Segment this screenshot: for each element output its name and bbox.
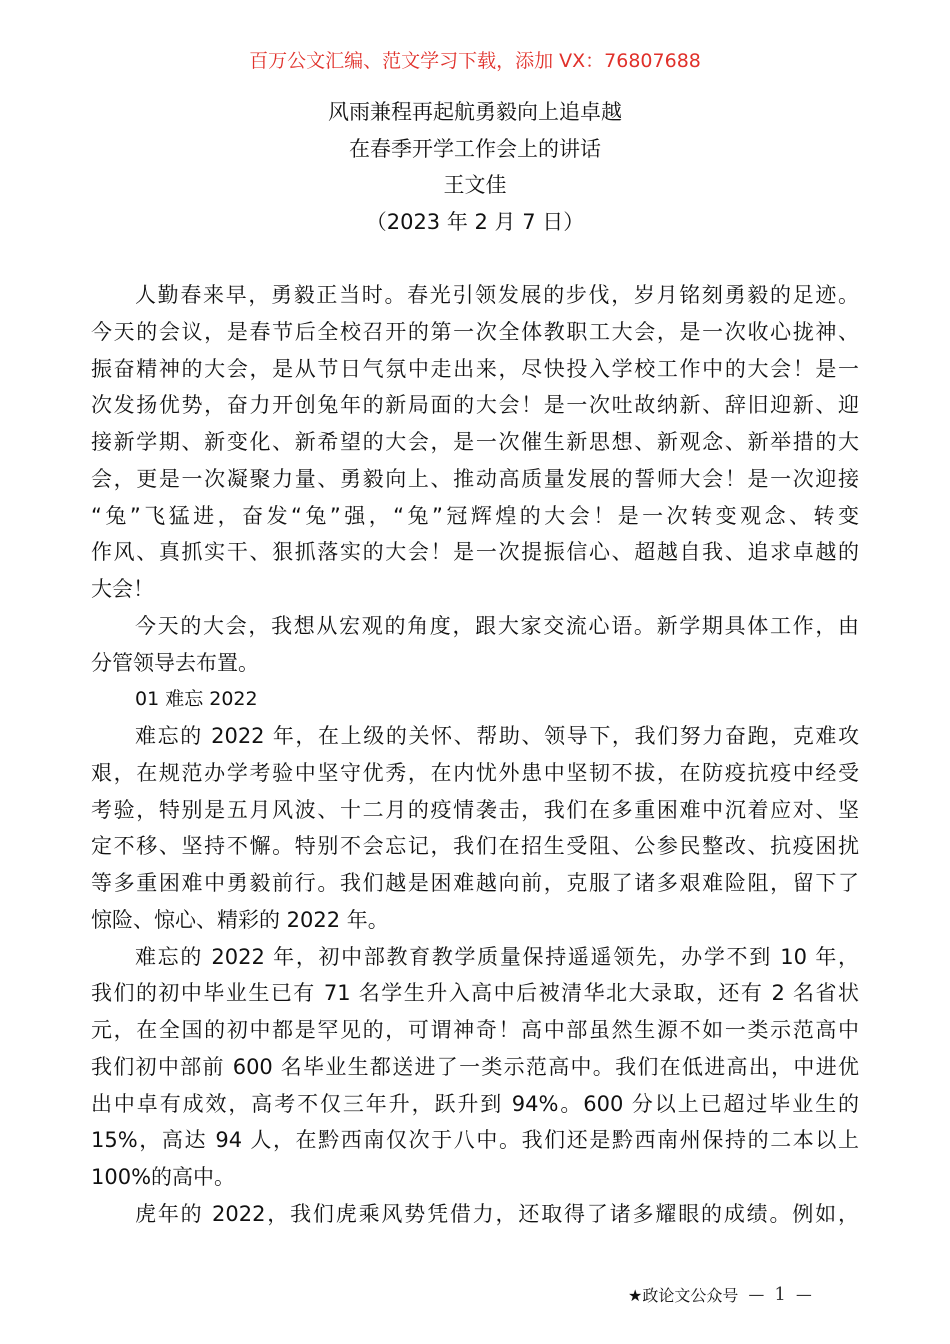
text-line: 振奋精神的大会，是从节日气氛中走出来，尽快投入学校工作中的大会！是一 [91, 356, 859, 381]
document-author: 王文佳 [443, 173, 507, 198]
footer-dash-left: — [748, 1285, 765, 1304]
footer-dash-right: — [795, 1285, 812, 1304]
text-line: “兔”飞猛进，奋发“兔”强，“兔”冠辉煌的大会！是一次转变观念、转变 [91, 503, 859, 528]
footer-source: ★政论文公众号 [628, 1286, 739, 1305]
text-line: 次发扬优势，奋力开创兔年的新局面的大会！是一次吐故纳新、辞旧迎新、迎 [91, 393, 859, 418]
document-header [0, 94, 950, 241]
text-line: 我们的初中毕业生已有 71 名学生升入高中后被清华北大录取，还有 2 名省状 [91, 981, 859, 1006]
text-line: 惊险、惊心、精彩的 2022 年。 [91, 907, 389, 932]
text-line: 会，更是一次凝聚力量、勇毅向上、推动高质量发展的誓师大会！是一次迎接 [91, 466, 859, 491]
text-line: 元，在全国的初中都是罕见的，可谓神奇！高中部虽然生源不如一类示范高中 [91, 1018, 859, 1042]
text-line: 15%，高达 94 人，在黔西南仅次于八中。我们还是黔西南州保持的二本以上 [91, 1128, 859, 1153]
document-title: 风雨兼程再起航勇毅向上追卓越 [328, 100, 622, 124]
text-line: 人勤春来早，勇毅正当时。春光引领发展的步伐，岁月铭刻勇毅的足迹。 [135, 283, 859, 307]
document-subtitle: 在春季开学工作会上的讲话 [349, 136, 601, 161]
page-number: 1 [774, 1284, 786, 1305]
document-date: （2023 年 2 月 7 日） [365, 210, 585, 235]
section-heading: 01 难忘 2022 [135, 688, 258, 711]
download-banner: 百万公文汇编、范文学习下载，添加 VX：76807688 [249, 50, 701, 72]
text-line: 分管领导去布置。 [91, 650, 259, 675]
text-line: 作风、真抓实干、狠抓落实的大会！是一次提振信心、超越自我、追求卓越的 [91, 540, 859, 565]
text-line: 考验，特别是五月风波、十二月的疫情袭击，我们在多重困难中沉着应对、坚 [91, 797, 859, 822]
text-line: 今天的会议，是春节后全校召开的第一次全体教职工大会，是一次收心拢神、 [91, 319, 859, 344]
text-line: 定不移、坚持不懈。特别不会忘记，我们在招生受阻、公参民整改、抗疫困扰 [91, 834, 859, 859]
text-line: 难忘的 2022 年，初中部教育教学质量保持遥遥领先，办学不到 10 年， [135, 944, 859, 969]
text-line: 等多重困难中勇毅前行。我们越是困难越向前，克服了诸多艰难险阻，留下了 [91, 871, 859, 895]
text-line: 大会！ [91, 577, 154, 601]
text-line: 今天的大会，我想从宏观的角度，跟大家交流心语。新学期具体工作，由 [135, 613, 859, 638]
text-line: 出中卓有成效，高考不仅三年升，跃升到 94%。600 分以上已超过毕业生的 [91, 1091, 859, 1116]
text-line: 接新学期、新变化、新希望的大会，是一次催生新思想、新观念、新举措的大 [91, 430, 859, 454]
text-line: 难忘的 2022 年，在上级的关怀、帮助、领导下，我们努力奋跑，克难攻 [135, 724, 859, 748]
page-footer [628, 1283, 812, 1306]
text-line: 艰，在规范办学考验中坚守优秀，在内忧外患中坚韧不拔，在防疫抗疫中经受 [91, 760, 859, 785]
text-line: 100%的高中。 [91, 1165, 236, 1189]
text-line: 虎年的 2022，我们虎乘风势凭借力，还取得了诸多耀眼的成绩。例如， [135, 1201, 859, 1226]
document-body [91, 277, 859, 1233]
text-line: 我们初中部前 600 名毕业生都送进了一类示范高中。我们在低进高出，中进优 [91, 1054, 859, 1079]
